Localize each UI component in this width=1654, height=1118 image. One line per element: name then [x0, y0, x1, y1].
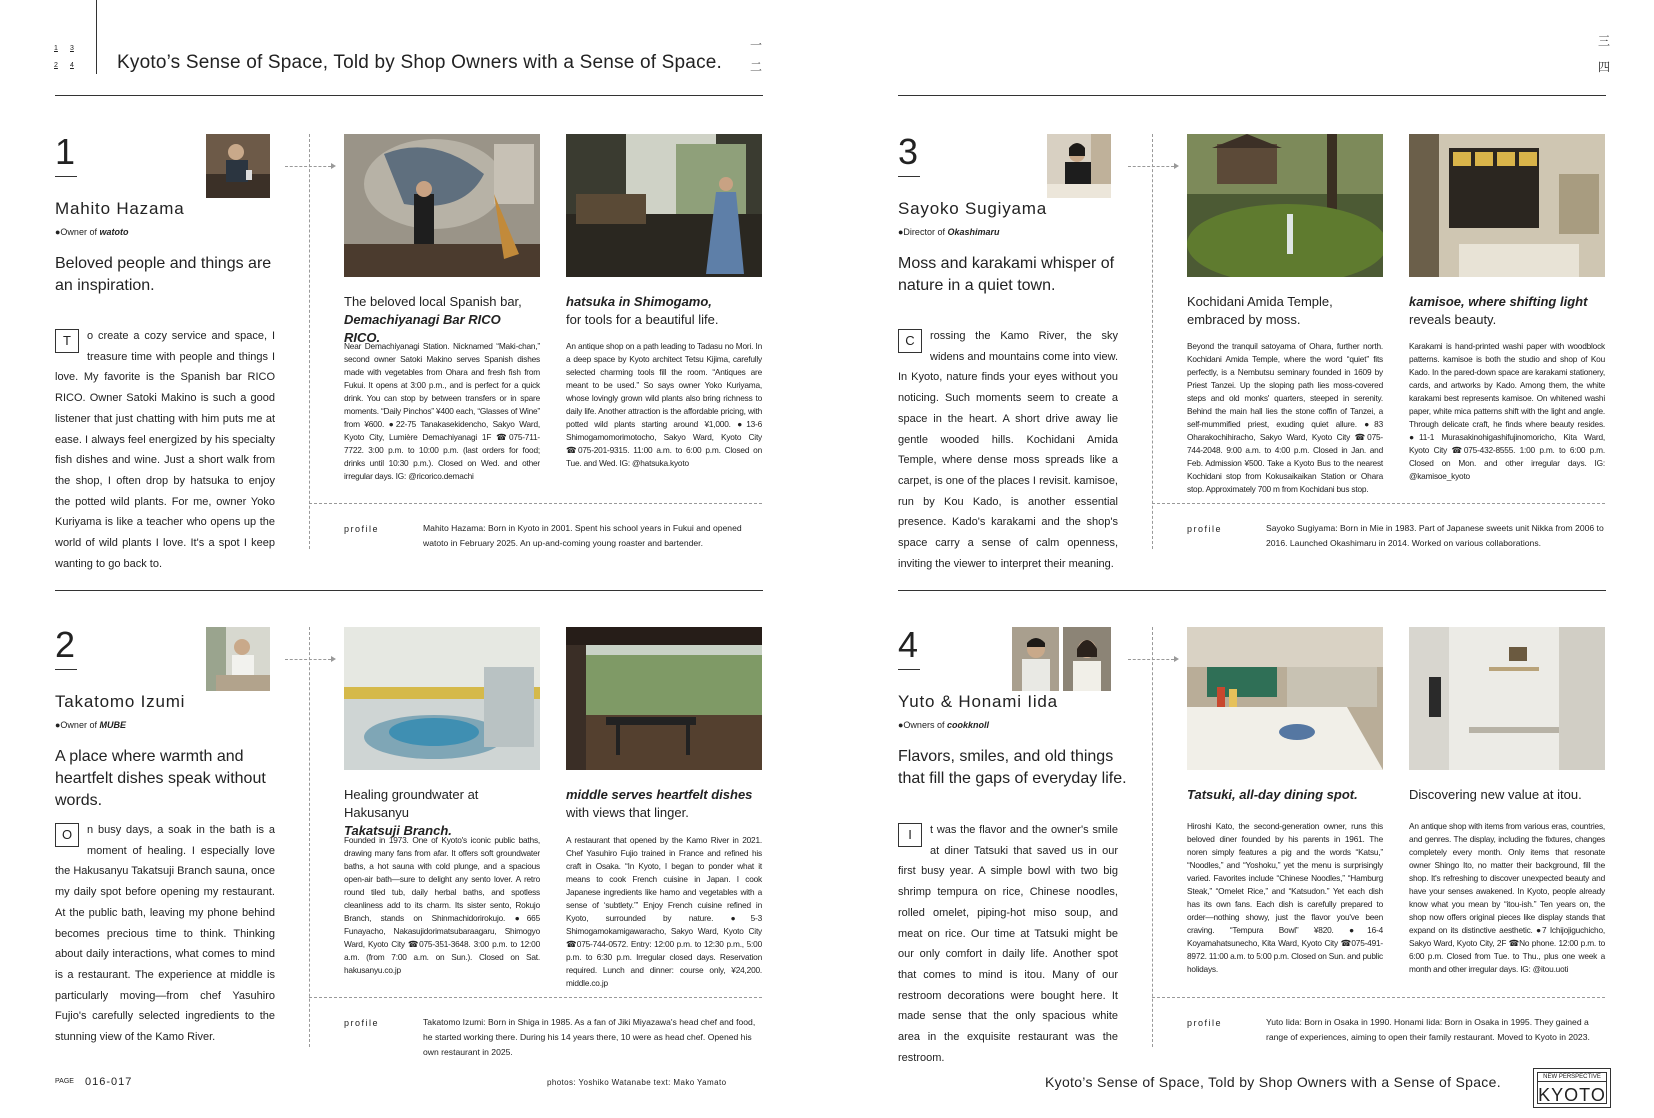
- profile-label: profile: [344, 1018, 380, 1028]
- column-divider: [309, 134, 310, 549]
- column-divider: [1152, 134, 1153, 549]
- pointer-line: [1128, 659, 1174, 660]
- spot-photo-rico-rico: [344, 134, 540, 277]
- entry-body: T o create a cozy service and space, I treasure time with people and things I love. My favorite is the Spanish bar RICO RICO. Owner Satoki Makino is such a good listener that just chatting with him puts me at ease. I always feel energized by his specialty fish dishes and wine. Just a short walk from the shop, I often drop by hatsuka to enjoy the potted wild plants. For me, owner Yoko Kuriyama is like a teacher who opens up the world of wild plants I love. It's a spot I keep wanting to go back to.: [55, 330, 275, 570]
- profile-text: Mahito Hazama: Born in Kyoto in 2001. Spent his school years in Fukui and opened watoto in February 2025. An up-and-coming young roaster and bartender.: [423, 523, 742, 548]
- spot-caption: kamisoe, where shifting light reveals beauty.: [1409, 294, 1588, 327]
- column-divider: [1152, 627, 1153, 1047]
- footer-title: Kyoto’s Sense of Space, Told by Shop Owners with a Sense of Space.: [1045, 1074, 1501, 1090]
- spot-description: Karakami is hand-printed washi paper with woodblock patterns. kamisoe is both the studio and shop of Kou Kado. In the pared-down space are karakami stationery, cards, and artworks by Kado. Among them, the white karakami best represents kamisoe. On whitened washi paper, white mica patterns shift with the light and angle. Through delicate craft, he finds where beauty resides. ●11-1 Murasakinohigashifujinomoricho, Kita Ward, Kyoto City ☎075-432-8555. 1:00 p.m. to 6:00 p.m. Closed on Mon. and other irregular days. IG: @kamisoe_kyoto: [1409, 341, 1605, 481]
- kyoto-logo: [1533, 1068, 1611, 1108]
- arrow-icon: [331, 656, 336, 662]
- section-index: [54, 40, 84, 74]
- spot-photo-kochidani: [1187, 134, 1383, 277]
- header-divider: [96, 0, 97, 74]
- pointer-line: [285, 166, 331, 167]
- spot-description: An antique shop with items from various eras, countries, and genres. The display, including the fixtures, changes completely every month. Only items that resonate owner Shingo Ito, no matter their background, fill the shop. It's refreshing to discover unexpected beauty and have your senses awakened. In Kyoto, people already know what you mean by “itou-ish.” Ten years on, the shop now offers original pieces like display stands that expand on its distinctive aesthetic. ●7 Ichijojiguchicho, Sakyo Ward, Kyoto City, 2F ☎No phone. 12:00 p.m. to 6:00 p.m. Closed from Tue. to Thu., plus one week a month and other irregular days. IG: @itou.uoti: [1409, 821, 1605, 974]
- entry-headline: A place where warmth and heartfelt dishes speak without words.: [55, 748, 266, 809]
- profile-divider: [309, 997, 762, 998]
- owner-name: Yuto & Honami Iida: [898, 692, 1058, 711]
- profile-text: Takatomo Izumi: Born in Shiga in 1985. As a fan of Jiki Miyazawa's head chef and food, he started working there. During his 14 years there, 10 were as head chef. Opened his own restaurant in 2025.: [423, 1017, 756, 1057]
- column-divider: [309, 627, 310, 1047]
- kanji-three: 三: [1598, 34, 1611, 48]
- spot-photo-middle: [566, 627, 762, 770]
- middle-rule-right: [898, 590, 1606, 591]
- number-underline: [55, 176, 77, 177]
- owner-role: ●Owners of cookknoll: [898, 720, 989, 730]
- profile-divider: [1152, 997, 1605, 998]
- spot-caption: middle serves heartfelt dishes with views that linger.: [566, 787, 753, 820]
- entry-number: 3: [898, 131, 919, 172]
- spot-caption: Kochidani Amida Temple, embraced by moss.: [1187, 294, 1333, 327]
- dropcap: O: [55, 823, 79, 847]
- section-index-3: 3: [70, 45, 74, 52]
- dropcap: I: [898, 823, 922, 847]
- page-range: 016-017: [85, 1076, 133, 1088]
- page-label: PAGE: [55, 1078, 74, 1085]
- profile-label: profile: [1187, 524, 1223, 534]
- section-index-1: 1: [54, 45, 58, 52]
- spot-photo-tatsuki: [1187, 627, 1383, 770]
- spot-photo-kamisoe: [1409, 134, 1605, 277]
- entry-headline: Beloved people and things are an inspiration.: [55, 255, 272, 294]
- profile-label: profile: [344, 524, 380, 534]
- section-index-4: 4: [70, 62, 74, 69]
- spot-description: Beyond the tranquil satoyama of Ohara, further north. Kochidani Amida Temple, where the word “quiet” fits perfectly, is a Nembutsu seminary founded in 1609 by Priest Tanzei. Up the sloping path lies moss-covered steps and old monks' quarters, steeped in serenity. Behind the main hall lies the stone coffin of Tanzei, a self-mummified priest, exuding quiet allure. ●83 Oharakochihiracho, Sakyo Ward, Kyoto City ☎075-744-2048. 9:00 a.m. to 4:00 p.m. Closed in Jan. and Feb. Admission ¥500. Take a Kyoto Bus to the nearest Kochidani stop from Kokusaikaikan Station or Ohara stop. Approximately 700 m from Kochidani bus stop.: [1187, 341, 1383, 494]
- entry-number: 4: [898, 624, 919, 665]
- spot-photo-itou: [1409, 627, 1605, 770]
- entry-body: C rossing the Kamo River, the sky widens and mountains come into view. In Kyoto, nature finds your eyes without you noticing. Such moments seem to create a space in the heart. A short drive away lie gentle wooded hills. Kochidani Amida Temple, where dense moss spreads like a carpet, is one of the places I revisit. kamisoe, run by Kou Kado, is another essential presence. Kado's karakami and the shop's space carry a sense of calm openness, inviting the viewer to interpret their meaning.: [898, 330, 1118, 570]
- pointer-line: [285, 659, 331, 660]
- profile-divider: [309, 503, 762, 504]
- logo-subtitle: NEW PERSPECTIVE: [1538, 1074, 1606, 1082]
- kanji-one: 一: [750, 38, 763, 52]
- portrait-photo: [1047, 134, 1111, 198]
- photo-credits: photos: Yoshiko Watanabe text: Mako Yamato: [547, 1078, 727, 1087]
- page-title: Kyoto’s Sense of Space, Told by Shop Owners with a Sense of Space.: [117, 52, 723, 73]
- spot-caption: Discovering new value at itou.: [1409, 787, 1582, 802]
- logo-wordmark: KYOTO: [1538, 1085, 1606, 1105]
- kanji-two: 二: [750, 60, 763, 74]
- spot-description: A restaurant that opened by the Kamo River in 2021. Chef Yasuhiro Fujio trained in France and refined his craft in Osaka. “In Kyoto, I began to ponder what it means to cook French cuisine in Japan. I cook Japanese ingredients like hamo and vegetables with a sense of ‘subtlety.’” Enjoy French cuisine refined in Kyoto, surrounded by nature. ●5-3 Shimogamokamigawaracho, Sakyo Ward, Kyoto City ☎075-744-0572. Entry: 12:00 p.m. to 12:30 p.m., 5:00 p.m. to 6:30 p.m. Irregular closed days. Reservation required. Lunch and dinner: course only, ¥24,200. middle.co.jp: [566, 835, 762, 988]
- spot-photo-hakusanyu: [344, 627, 540, 770]
- number-underline: [55, 669, 77, 670]
- number-underline: [898, 669, 920, 670]
- spot-caption: The beloved local Spanish bar, Demachiyanagi Bar RICO RICO.: [344, 294, 522, 345]
- owner-role: ●Owner of watoto: [55, 227, 129, 237]
- dropcap: C: [898, 329, 922, 353]
- entry-body: O n busy days, a soak in the bath is a moment of healing. I especially love the Hakusanyu Takatsuji Branch sauna, once my daily spot before opening my restaurant. At the public bath, leaving my phone behind becomes precious time to think. Thinking about daily interactions, what comes to mind is a restaurant. The experience at middle is particularly moving—from chef Yasuhiro Fujio's carefully selected ingredients to the stunning view of the Kamo River.: [55, 824, 275, 1044]
- spot-description: Founded in 1973. One of Kyoto's iconic public baths, drawing many fans from afar. It offers soft groundwater baths, a hot sauna with cold plunge, and a spacious open-air bath—sure to delight any sento lover. A retro round tiled tub, daily herbal baths, and spotless cleanliness add to its charm. Its sister sento, Rokujo Branch, stands on Shinmachidorirokujo. ●665 Funayacho, Nakasujidorimatsubaraagaru, Shimogyo Ward, Kyoto City ☎075-351-3648. 3:00 p.m. to 12:00 a.m. (from 7:00 a.m. on Sun.). Closed on Sat. hakusanyu.co.jp: [344, 835, 540, 975]
- section-index-2: 2: [54, 62, 58, 69]
- pointer-line: [1128, 166, 1174, 167]
- header-rule-right: [898, 95, 1606, 96]
- arrow-icon: [331, 163, 336, 169]
- entry-number: 1: [55, 131, 76, 172]
- spot-description: Near Demachiyanagi Station. Nicknamed “Maki-chan,” second owner Satoki Makino serves Spanish dishes made with vegetables from Ohara and fresh fish from Fukui. It opens at 3:00 p.m., and is perfect for a quick drink. You can stop by between transfers or in spare moments. “Daily Pinchos” ¥400 each, “Glasses of Wine” from ¥600. ●22-75 Tanakasekidencho, Sakyo Ward, Kyoto City, Lumière Demachiyanagi 1F ☎075-711-7722. 3:00 p.m. to 10:00 p.m. (last orders for food; drinks until 10:30 p.m.). Closed on Wed. and other irregular days. IG: @ricorico.demachi: [344, 341, 540, 481]
- spot-caption: hatsuka in Shimogamo, for tools for a beautiful life.: [566, 294, 719, 327]
- arrow-icon: [1174, 656, 1179, 662]
- profile-text: Sayoko Sugiyama: Born in Mie in 1983. Part of Japanese sweets unit Nikka from 2006 to 2016. Launched Okashimaru in 2014. Worked on various collaborations.: [1266, 523, 1604, 548]
- portrait-photo: [1012, 627, 1059, 691]
- entry-number: 2: [55, 624, 76, 665]
- owner-name: Mahito Hazama: [55, 199, 185, 218]
- dropcap: T: [55, 329, 79, 353]
- spot-description: Hiroshi Kato, the second-generation owner, runs this beloved diner founded by his parents in 1961. The noren simply features a pig and the words “Katsu,” “Noodles,” and “Yoshoku,” yet the menu is surprisingly varied. Favorites include “Chinese Noodles,” “Hamburg Steak,” “Omelet Rice,” and “Katsudon.” Yet each dish has its own fans. Each dish is carefully prepared to order—nothing showy, just the flavor you've been craving. “Tempura Bowl” ¥820. ●16-4 Koyamahatsunecho, Kita Ward, Kyoto City ☎075-491-8972. 11:00 a.m. to 5:00 p.m. Closed on Sun. and public holidays.: [1187, 821, 1383, 974]
- profile-text: Yuto Iida: Born in Osaka in 1990. Honami Iida: Born in Osaka in 1995. They gained a range of experiences, aiming to open their family restaurant. Moved to Kyoto in 2023.: [1266, 1017, 1590, 1042]
- number-underline: [898, 176, 920, 177]
- owner-name: Takatomo Izumi: [55, 692, 186, 711]
- entry-headline: Flavors, smiles, and old things that fill the gaps of everyday life.: [898, 748, 1127, 787]
- spot-caption: Healing groundwater at Hakusanyu Takatsuji Branch.: [344, 787, 479, 838]
- portrait-photo: [1063, 627, 1111, 691]
- owner-role: ●Owner of MUBE: [55, 720, 126, 730]
- entry-headline: Moss and karakami whisper of nature in a quiet town.: [898, 255, 1115, 294]
- header-rule-left: [55, 95, 763, 96]
- spot-photo-hatsuka: [566, 134, 762, 277]
- profile-divider: [1152, 503, 1605, 504]
- middle-rule-left: [55, 590, 763, 591]
- spot-description: An antique shop on a path leading to Tadasu no Mori. In a deep space by Kyoto architect Tetsu Kijima, carefully selected charming tools fill the room. “Antiques are meant to be used.” So says owner Yoko Kuriyama, whose lovingly grown wild plants also bring richness to daily life. Another attraction is the affordable pricing, with potted wild plants starting around ¥1,000. ●13-6 Shimogamomorimotocho, Sakyo Ward, Kyoto City ☎075-201-9315. 11:00 a.m. to 6:00 p.m. Closed on Tue. and Wed. IG: @hatsuka.kyoto: [566, 341, 762, 468]
- portrait-photo: [206, 134, 270, 198]
- owner-role: ●Director of Okashimaru: [898, 227, 1000, 237]
- profile-label: profile: [1187, 1018, 1223, 1028]
- portrait-photo: [206, 627, 270, 691]
- arrow-icon: [1174, 163, 1179, 169]
- entry-body: I t was the flavor and the owner's smile at diner Tatsuki that saved us in our first busy year. A simple bowl with two big shrimp tempura on rice, Chinese noodles, rolled omelet, piping-hot miso soup, and meat on rice. Our time at Tatsuki might be our only comfort in daily life. Another spot that comes to mind is itou. Many of our restroom decorations were bought here. It made sense that the only spacious white area in the exquisite restaurant was the restroom.: [898, 824, 1118, 1064]
- owner-name: Sayoko Sugiyama: [898, 199, 1048, 218]
- spot-caption: Tatsuki, all-day dining spot.: [1187, 787, 1358, 802]
- kanji-four: 四: [1598, 60, 1611, 74]
